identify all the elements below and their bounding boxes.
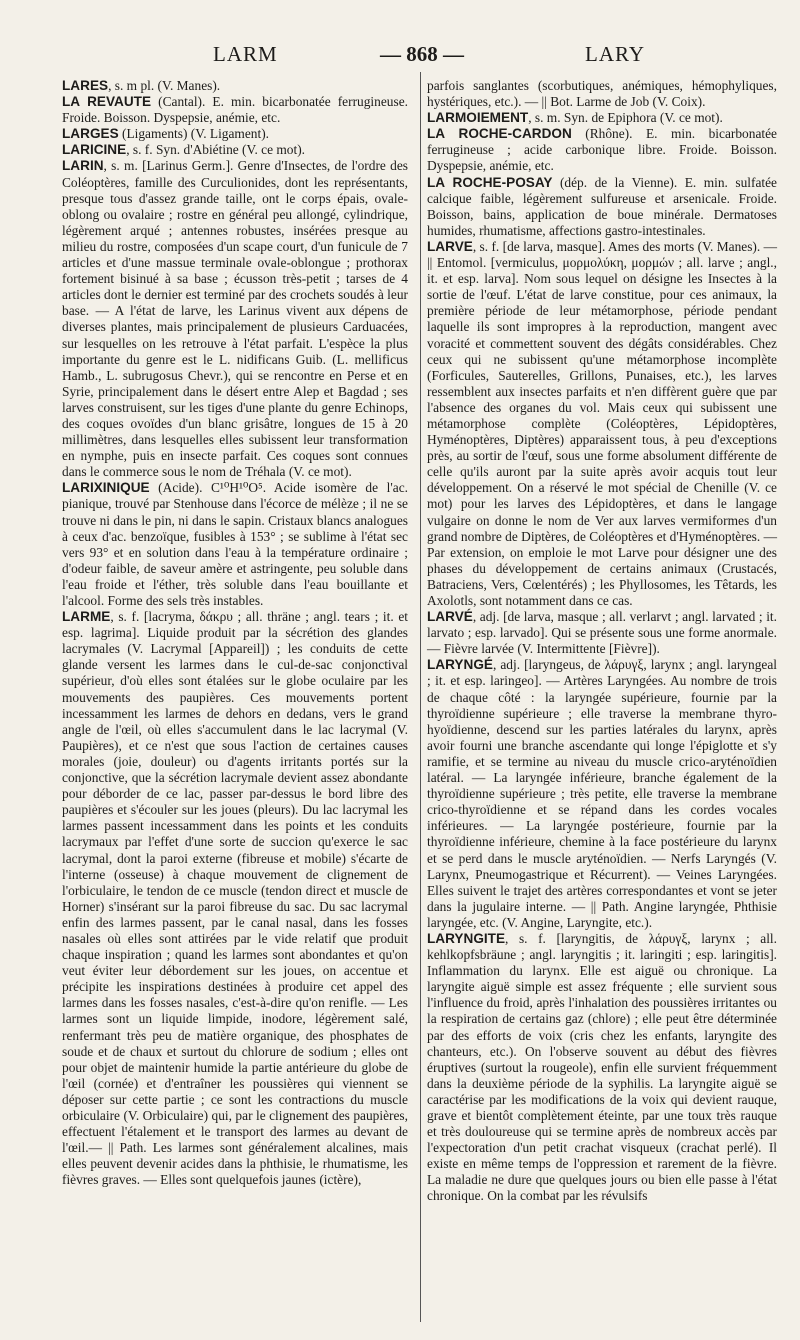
headword: LARYNGITE [427,930,506,946]
column-divider [420,72,421,1322]
definition: , s. f. [laryngitis, de λάρυγξ, larynx ; all. kehlkopfsbräune ; angl. laryngitis ; it. laringiti ; esp. laringitis]. Inflammation du larynx. Elle est aiguë ou chronique. La laryngite aiguë simple est assez fréquente ; elle survient sous l'influence du froid, après l'inhalation des poussières irritantes ou la respiration de certains gaz (chlore) ; elle peut être déterminée par des efforts de voix (cris chez les enfants, laryngite des chanteurs, etc.). On l'observe souvent au début des fièvres éruptives (surtout la rougeole), enfin elle survient fréquemment dans la deuxième période de la syphilis. La laryngite aiguë se caractérise par les modifications de la voix qui devient rauque, grave et bientôt complètement éteinte, par une toux très rauque et très douloureuse qui se termine après de nombreux accès par l'expectoration d'un petit crachat visqueux (crachat perlé). Il existe en même temps de l'oppression et rarement de la fièvre. La maladie ne dure que quelques jours ou bien elle passe à l'état chronique. On la combat par les révulsifs [427,930,777,1204]
left-column [62,78,408,1188]
definition: (Acide). C¹⁰H¹⁰O⁵. Acide isomère de l'ac. pianique, trouvé par Stenhouse dans l'écorce de mélèze ; il ne se trouve ni dans le pin, ni dans le sapin. Cristaux blancs analogues à ceux d'ac. benzoïque, fusibles à 153° ; se sublime à l'état sec vers 93° et en solution dans l'eau à la température ordinaire ; d'odeur faible, de saveur amère et astringente, peu soluble dans l'eau froide et l'éther, très soluble dans l'eau bouillante et l'alcool. Forme des sels très instables. [62,480,408,608]
entry-larve-adj [427,609,777,657]
entry-lares [62,78,408,94]
headword: LA ROCHE-POSAY [427,174,553,190]
entry-larmoiement [427,110,777,126]
definition: , s. m. Syn. de Epiphora (V. ce mot). [528,110,723,126]
entry-larynge [427,657,777,931]
headword: LARVÉ [427,609,473,625]
definition: (Ligaments) (V. Ligament). [118,126,270,142]
definition: , s. f. [de larva, masque]. Ames des morts (V. Manes). — || Entomol. [vermiculus, μορμολύκη, μορμών ; all. larve ; angl., it. et esp. larva]. Nom sous lequel on désigne les Insectes à la sortie de l'œuf. L'état de larve constitue, pour ces animaux, la première période de leur métamorphose, période pendant laquelle ils sont impropres à la reproduction, mangent avec voracité et commettent souvent des dégâts considérables. Chez ceux qui ne subissent qu'une métamorphose incomplète (Forficules, Sauterelles, Grillons, Punaises, etc.), les larves ressemblent aux insectes parfaits et n'en diffèrent guère que par l'absence des organes du vol. Mais ceux qui subissent une métamorphose complète (Coléoptères, Lépidoptères, Hyménoptères, Diptères) apparaissent tous, à peu d'exceptions près, au sortir de l'œuf, sous une forme absolument différente de celle qu'ils auront par la suite après avoir acquis tout leur développement. On a réservé le mot spécial de Chenille (V. ce mot) pour les larves des Lépidoptères, et dans le langage vulgaire on donne le nom de Ver aux larves vermiformes d'un grand nombre de Diptères, de Coléoptères et d'Hyménoptères. — Par extension, on emploie le mot Larve pour désigner une des phases du développement de certains animaux (Crustacés, Batraciens, Vers, Cœlentérés) ; les Phyllosomes, les Têtards, les Axolotls, sont notamment dans ce cas. [427,238,777,608]
definition: parfois sanglantes (scorbutiques, anémiques, hémophyliques, hystériques, etc.). — || Bot. Larme de Job (V. Coix). [427,78,777,110]
definition: , s. f. [lacryma, δάκρυ ; all. thräne ; angl. tears ; it. et esp. lagrima]. Liquide produit par la sécrétion des glandes lacrymales (V. Lacrymal [Appareil]) ; les conduits de cette glande versent les larmes dans le cul-de-sac conjonctival supérieur, d'où elles sont étalées sur le globe oculaire par les mouvements des paupières. Ces mouvements portent incessamment les larmes de dehors en dedans, vers le grand angle de l'œil, où elles s'accumulent dans le lac lacrymal (V. Paupières), et ce n'est que sous l'action de certaines causes morales (joie, douleur) ou d'agents irritants portés sur la conjonctive, que la sécrétion lacrymale devient assez abondante pour déborder de ce lac, passer par-dessus le bord libre des paupières et s'écouler sur les joues (pleurs). Du lac lacrymal les larmes passent incessamment dans les points et les conduits lacrymaux par l'effet d'une sorte de succion qu'exerce le sac lacrymal, dont la paroi externe (fibreuse et mobile) s'écarte de l'interne (osseuse) à chaque mouvement de clignement de l'orbiculaire, le tendon de ce muscle (tendon direct et muscle de Horner) s'insérant sur la paroi fibreuse du sac. Du sac lacrymal enfin des larmes passent, par le canal nasal, dans les fosses nasales où elles sont attirées par le vide relatif que produit chaque inspiration ; quand les larmes sont abondantes et qu'on veut éviter leur débordement sur les joues, on accentue et précipite les inspirations destinées à produire cet appel des larmes dans les fosses nasales, c'est-à-dire qu'on renifle. — Les larmes sont un liquide limpide, inodore, légèrement salé, renfermant très peu de matière organique, des phosphates de soude et de chaux et surtout du chlorure de sodium ; elles ont pour objet de maintenir humide la partie antérieure du globe de l'œil (cornée) et d'entraîner les poussières qui viennent se déposer sur cette partie ; ce sont les contractions du muscle orbiculaire (V. Orbiculaire) qui, par le clignement des paupières, effectuent l'étalement et le transport des larmes au devant de l'œil.— || Path. Les larmes sont généralement alcalines, mais elles peuvent devenir acides dans la phthisie, le rhumatisme, les fièvres graves. — Elles sont quelquefois jaunes (ictère), [62,609,408,1188]
entry-larme [62,609,408,1188]
definition: , adj. [laryngeus, de λάρυγξ, larynx ; angl. laryngeal ; it. et esp. laringeo]. — Artères Laryngées. Au nombre de trois de chaque côté : la laryngée supérieure, fournie par la thyroïdienne supérieure ; elle traverse la membrane thyro-hyoïdienne, descend sur les parties latérales du larynx, après avoir fourni une branche ascendante qui longe l'épiglotte et s'y ramifie, et se termine au niveau du muscle crico-aryténoïdien latéral. — La laryngée inférieure, branche également de la thyroïdienne supérieure ; très petite, elle traverse la membrane crico-thyroïdienne et se répand dans les cordes vocales inférieures. — La laryngée postérieure, fournie par la thyroïdienne inférieure, chemine à la face postérieure du larynx et se perd dans le muscle aryténoïdien. — Nerfs Laryngés (V. Larynx, Pneumogastrique et Récurrent). — Veines Laryngées. Elles suivent le trajet des artères correspondantes et vont se jeter dans la jugulaire interne. — || Path. Angine laryngée, Phthisie laryngée, etc. (V. Angine, Laryngite, etc.). [427,657,777,930]
entry-la-revaute [62,94,408,126]
headword: LARMOIEMENT [427,110,529,126]
page-number: — 868 — [380,42,464,66]
headword: LA REVAUTE [62,94,152,110]
headword: LARES [62,78,109,93]
entry-larixinique [62,480,408,609]
entry-la-roche-cardon [427,126,777,174]
definition: , s. m. [Larinus Germ.]. Genre d'Insectes, de l'ordre des Coléoptères, famille des Curculionides, dont les représentants, presque tous d'assez grande taille, ont le corps épais, ovale-oblong ou ovalaire ; rostre en général peu allongé, cylindrique, légèrement arqué ; antennes robustes, insérées presque au milieu du rostre, composées d'un scape court, d'un funicule de 7 articles et d'une massue terminale ovale-oblongue ; prothorax fortement bisinué à sa base ; écusson très-petit ; tarses de 4 articles dont le dernier est terminé par des crochets soudés à leur base. — A l'état de larve, les Larinus vivent aux dépens de diverses plantes, mais principalement de plusieurs Carduacées, sur lesquelles on les retrouve à l'état parfait. L'espèce la plus importante du genre est le L. nidificans Guib. (L. mellificus Hamb., L. subrugosus Chevr.), qui se rencontre en Perse et en Syrie, principalement dans le désert entre Alep et Bagdad ; ses larves construisent, sur les tiges d'une plante du genre Echinops, des coques ovoïdes d'un blanc grisâtre, longues de 15 à 20 millimètres, dans lesquelles elles subissent leur transformation en nymphe, puis en insecte parfait. Ces coques sont connues dans le commerce sous le nom de Tréhala (V. ce mot). [62,158,408,480]
definition: , s. m pl. (V. Manes). [108,78,221,93]
headword: LARIN [62,158,104,174]
headword: LARGES [62,126,119,142]
definition: , adj. [de larva, masque ; all. verlarvt ; angl. larvated ; it. larvato ; esp. larvado]. Qui se présente sous une forme anormale. — Fièvre larvée (V. Intermittente [Fièvre]). [427,609,777,657]
definition: , s. f. Syn. d'Abiétine (V. ce mot). [126,142,306,158]
entry-larin [62,158,408,480]
definition: (Rhône). E. min. bicarbonatée ferrugineuse ; acide carbonique libre. Froide. Boisson. Dyspepsie, anémie, etc. [427,126,777,174]
entry-laryngite [427,931,777,1205]
header-right-guideword: LARY [585,42,646,66]
headword: LARIXINIQUE [62,480,150,496]
entry-larve [427,239,777,609]
headword: LARICINE [62,142,127,158]
headword: LARVE [427,238,473,254]
entry-laricine [62,142,408,158]
headword: LARME [62,609,111,625]
entry-larges [62,126,408,142]
header-left-guideword: LARM [213,42,278,66]
entry-la-roche-posay [427,175,777,239]
definition: (dép. de la Vienne). E. min. sulfatée calcique faible, légèrement sulfureuse et arsenicale. Froide. Boisson, bains, application de boue minérale. Dermatoses humides, rhumatisme, affections gastro-intestinales. [427,174,777,238]
running-header [0,42,800,72]
headword: LA ROCHE-CARDON [427,126,572,142]
headword: LARYNGÉ [427,657,493,673]
entry-larme-continued [427,78,777,110]
right-column [427,78,777,1205]
definition: (Cantal). E. min. bicarbonatée ferrugineuse. Froide. Boisson. Dyspepsie, anémie, etc. [62,94,408,126]
